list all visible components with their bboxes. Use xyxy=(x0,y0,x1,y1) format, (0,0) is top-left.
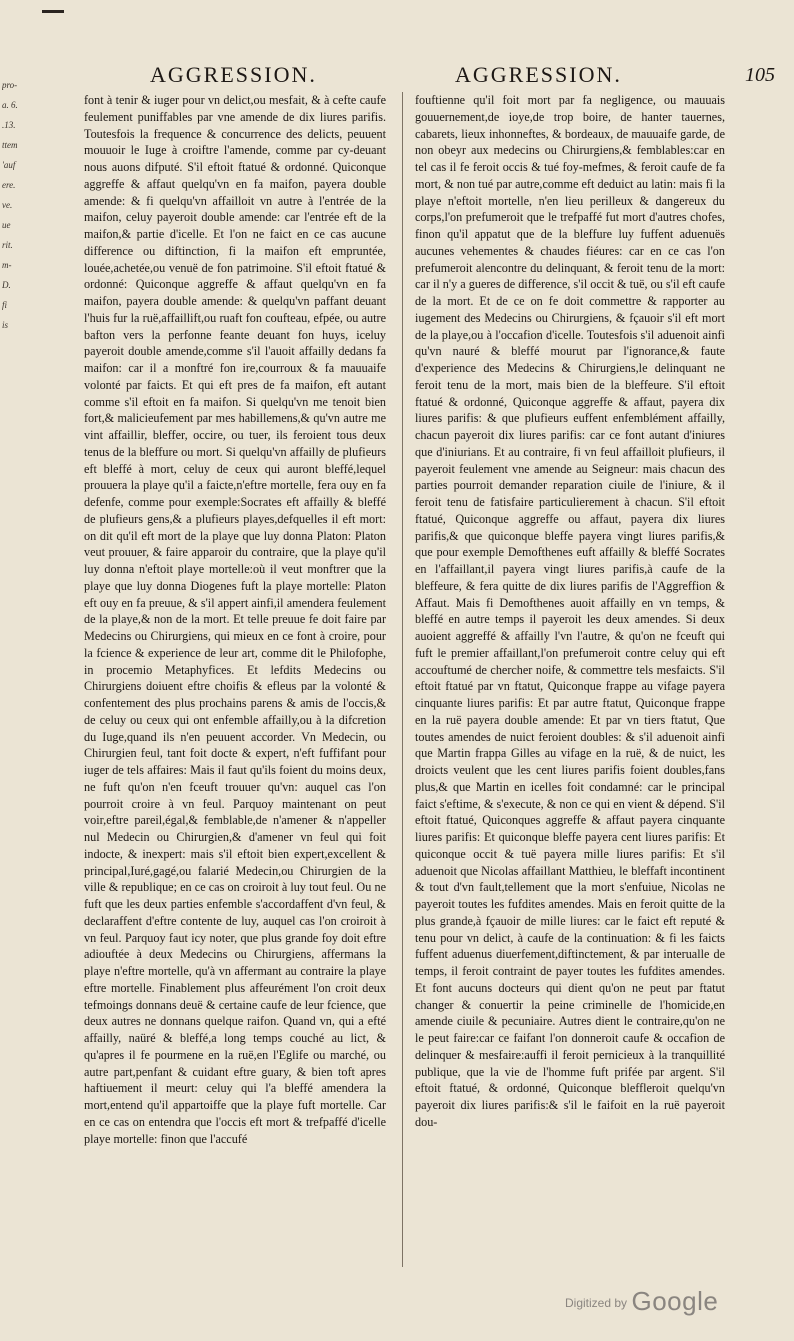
margin-note: ue xyxy=(2,220,11,230)
margin-note: m- xyxy=(2,260,12,270)
margin-note: 'auf xyxy=(2,160,16,170)
margin-note: rit. xyxy=(2,240,13,250)
margin-notes xyxy=(2,75,24,335)
margin-note: ttem xyxy=(2,140,18,150)
right-text-column xyxy=(415,92,725,1131)
page-number: 105 xyxy=(745,64,775,86)
margin-note: pro- xyxy=(2,80,18,90)
margin-note: D. xyxy=(2,280,11,290)
running-head-right: AGGRESSION. xyxy=(455,62,622,87)
digitized-watermark xyxy=(565,1286,718,1317)
margin-note: ve. xyxy=(2,200,13,210)
margin-note: .13. xyxy=(2,120,16,130)
left-column-text: font à tenir & iuger pour vn delict,ou mesfait, & à cefte caufe feulement puniffables par vne amende de dix liures parifis. Toutesfois la frequence & concurrence des delicts, peuuent mouuoir le Iuge à croiftre l'amende, comme par cy-deuant nous auons difputé. S'il eftoit ftatué & ordonné. Quiconque aggreffe & affaut quelqu'vn en fa maifon, payera double amende: & fi quelqu'vn affailloit vn autre à l'entrée de la maifon, celuy payeroit double amende: car l'entrée eft de la maifon,& partie d'icelle. Et l'on ne faict en ce cas aucune difference ou diftinction, fi la maifon eft empruntée, louée,achetée,ou venuë de fon patrimoine. S'il eftoit ftatué & ordonné: Quiconque aggreffe & affaut quelqu'vn en fa maifon, payera double amende: & quelqu'vn paffant deuant l'huis fur la ruë,affaillift,ou ruaft fon coufteau, efpée, ou autre bafton vers la perfonne feante deuant fon huys, iceluy payeroit double amende,comme s'il l'auoit affailly dedans fa maifon: car il a monftré fon ire,courroux & fa mauuaife volonté par faicts. Et qui eft pres de fa maifon, eft autant comme s'il eftoit en fa maifon. Si quelqu'vn me tenoit bien fort,& malicieufement par mes habillemens,& qu'vn autre me vint affaillir, bleffer, occire, ou tuer, ils feroient tous deux tenus de la bleffure ou mort. Si quelqu'vn affailly de plufieurs eft bleffé à mort, celuy de ceux qui auront bleffé,lequel prouuera la playe qu'il a faicte,n'eftre mortelle, fera ouy en fa defenfe, comme pour exemple:Socrates eft affailly & bleffé de plufieurs gens,& a plufieurs playes,defquelles il eft mort: on dit qu'il eft mort de la playe que luy donna Platon: Platon veut prouuer, & faire apparoir du contraire, que la playe qu'il luy donna n'eftoit playe mortelle:où il veut monftrer que la playe que luy donna Diogenes fuft la playe mortelle: Platon eft ouy en fa preuue, & s'il appert ainfi,il amendera feulement de la playe,& non de la mort. Et telle preuue fe doit faire par Medecins ou Chirurgiens, qui mieux en ce font à croire, pour la fcience & experience de leur art, comme dit le Philofophe, in procemio Metaphyfices. Et lefdits Medecins ou Chirurgiens doiuent eftre choifis & efleus par la volonté & confentement des plus prochains parens & amis de l'occis,& de celuy ou ceux qui ont enfemble affailly,ou à la difcretion du Iuge,quand ils n'en peuuent accorder. Vn Medecin, ou Chirurgien feul, tant foit docte & expert, n'eft fuffifant pour iuger de tels affaires: Mais il faut qu'ils foient du moins deux, ne fuft qu'on n'en fceuft trouuer qu'vn: auquel cas l'on pourroit croire à vn feul. Parquoy maintenant on peut voir,eftre pareil,égal,& femblable,de n'amener & n'appeller nul Medecin ou Chirurgien,& d'amener vn feul qui foit indocte, & inexpert: mais s'il eftoit bien expert,excellent & principal,Iuré,gagé,ou falarié Medecin,ou Chirurgien de la ville & republique; en ce cas on croiroit à luy tout feul. Ou ne fuft que les deux parties enfemble s'accordaffent d'vn feul, & declaraffent d'eftre contente de luy, auquel cas l'on croiroit à vn feul. Parquoy faut icy noter, que plus grande foy doit eftre adiouftée à deux Medecins ou Chirurgiens, affermans la playe n'eftre mortelle, qu'à vn affermant au contraire la playe eftre mortelle. Finablement plus affeurément l'on croit deux tefmoings donnans deuë & certaine caufe de leur fcience, que deux autres ne donnans quelque raifon. Quand vn, qui a efté affailly, naüré & bleffé,a long temps couché au lict, & qu'apres il fe pourmene en la ruë,en l'Eglife ou marché, ou autre part,penfant & cuidant eftre guary, & bien toft apres haftiuement il meurt: celuy qui l'a bleffé amendera la mort,entend qu'il appartoiffe que la playe fuft mortelle. Car en ce cas on entendra que l'occis eft mort & trefpaffé d'icelle playe mortelle: finon que l'accufé xyxy=(84,93,386,1146)
running-head-left: AGGRESSION. xyxy=(150,62,317,87)
margin-note: is xyxy=(2,320,9,330)
left-text-column xyxy=(84,92,386,1147)
watermark-logo: Google xyxy=(631,1286,719,1316)
margin-note: ere. xyxy=(2,180,16,190)
margin-note: fi xyxy=(2,300,8,310)
printer-mark xyxy=(42,10,64,13)
column-divider xyxy=(402,92,403,1267)
watermark-prefix: Digitized by xyxy=(565,1296,628,1310)
margin-note: a. 6. xyxy=(2,100,18,110)
right-column-text: fouftienne qu'il foit mort par fa negligence, ou mauuais gouuernement,de ioye,de trop boire, de hanter tauernes, cabarets, lieux inhonneftes, & bordeaux, de mauuaife garde, de non obeyr aux medecins ou Chirurgiens,& femblables:car en tel cas il fe feroit occis & tué foy-mefmes, & feroit caufe de fa mort, & non tué par autre,comme eft deduict au latin: mais fi la playe n'eftoit mortelle, n'en lieu perilleux & dangereux du corps,l'on prefumeroit que le trefpaffé fut mort d'autres chofes, finon qu'il appatut que de la bleffure luy fuffent aduenuës aucunes vehementes & chaudes fiéures: car en ce cas l'on prefumeroit alencontre du delinquant, & feroit tenu de la mort: car il n'y a gueres de difference, s'il occit & tuë, ou s'il eft caufe de la mort. Et de ce on fe doit commettre & rapporter au iugement des Medecins ou Chirurgiens, & fçauoir s'il eft mort de la playe,ou à l'occafion d'icelle. Toutesfois s'il aduenoit ainfi qu'vn nauré & bleffé mourut par l'ignorance,& faute d'experience des Medecins & Chirurgiens,le delinquant ne feroit tenu de la mort, mais bien de la bleffeure. S'il eftoit ftatué & ordonné, Quiconque aggreffe & affaut, payera dix liures parifis: & que plufieurs euffent enfemblément affailly, chacun payeroit dix liures parifis: car ce font autant d'iniures que d'iniurians. Et au contraire, fi vn feul affailloit plufieurs, il payeroit feulement vne amende au Seigneur: mais chacun des parties pourroit demander reparation ciuile de l'iniure, & il feroit tenu de fatisfaire particulierement à chacun. S'il eftoit ftatué, Quiconque aggreffe ou affaut, payera dix liures parifis,& que quiconque bleffe payera vingt liures parifis,& que pour exemple Demofthenes euft affailly & bleffé Socrates en l'affaillant,il payera vingt liures parifis,à caufe de la bleffeure, & fera quitte de dix liures parifis de l'Aggreffion & Affaut. Mais fi Demofthenes auoit affailly en vn temps, & bleffé en autre temps il payeroit les deux amendes. Si deux auoient aggreffé & affailly l'vn l'autre, & qu'on ne fceuft qui fuft le premier affaillant,l'on prefumeroit contre celuy qui eft accouftumé de chercher noife, & commettre tels mesfaicts. S'il eftoit ftatué par vn ftatut, Quiconque frappe au vifage payera cinquante liures parifis: Et par autre ftatut, Quiconque frappe en la ruë payera double amende: Et par vn tiers ftatut, Que toutes amendes de nuict feroient doubles: & s'il aduenoit ainfi que Martin frappa Gilles au vifage en la ruë, & de nuict, les droicts veulent que les cent liures parifis foient doubles,fans plus,& que Martin en icelles foit condamné: car le principal faict s'eftime, & s'execute, & non ce qui en vient & dépend. S'il eftoit ftatué, Quiconques aggreffe & affaut payera cinquante liures parifis: Et quiconque bleffe payera cent liures parifis: Et quiconque occit & tuë payera mille liures parifis: Et s'il aduenoit que Nicolas affaillant Matthieu, le bleffaft incontinent & tout d'vn fault,tellement que la mort s'enfuiue, Nicolas ne payeroit toutes les fufdites amendes. Mais en feroit quitte de la plus grande,à fçauoir de mille liures: car le faict eft reputé & tenu pour vn delict, à caufe de la continuation: & fi les faicts fuffent aduenus diuerfement,diftinctement, & par interualle de temps, il feroit contraint de payer toutes les fufdites amendes. Et font aucuns docteurs qui dient qu'on ne peut par ftatut changer & conuertir la peine criminelle de l'homicide,en amende ciuile & pecuniaire. Autres dient le contraire,qu'on ne le peut faire:car ce faifant l'on donneroit caufe & occafion de delinquer & mesfaire:auffi il feroit pernicieux à la tranquillité publique, que la vie de l'homme fuft prifée par argent. S'il eftoit ftatué, & ordonné, Quiconque bleffleroit quelqu'vn payeroit dix liures parifis:& s'il le faifoit en la ruë payeroit dou- xyxy=(415,93,725,1129)
